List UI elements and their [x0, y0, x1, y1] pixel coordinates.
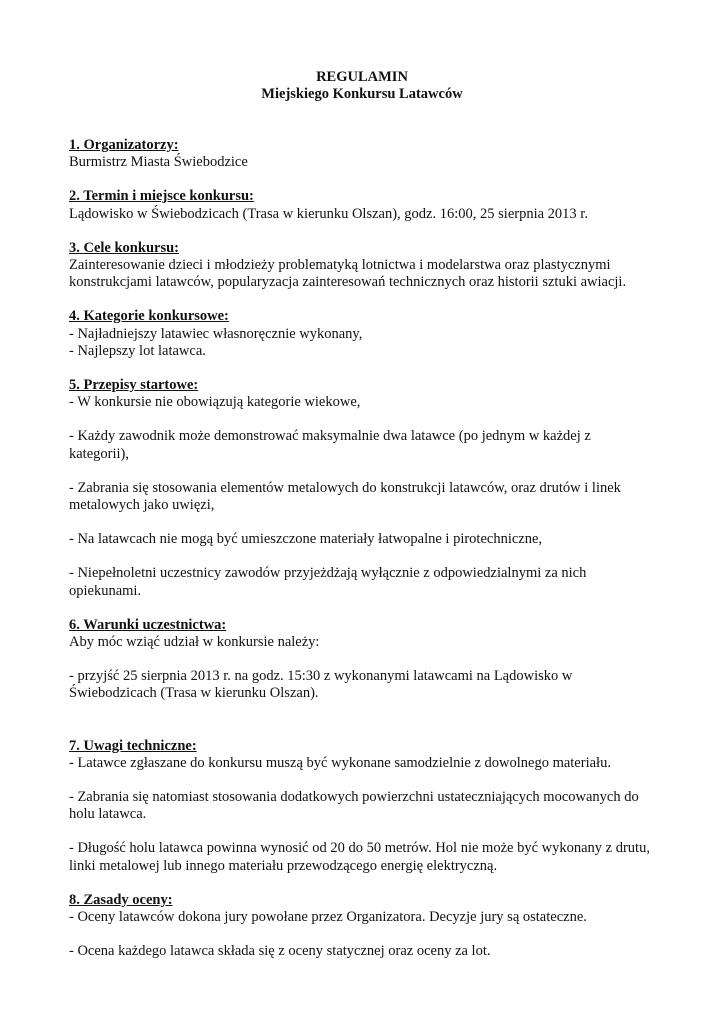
rule-item: - Na latawcach nie mogą być umieszczone materiały łatwopalne i pirotechniczne, [69, 531, 543, 548]
section-heading: 5. Przepisy startowe: [69, 377, 199, 394]
note-item-cont: linki metalowej lub innego materiału przewodzącego energię elektryczną. [69, 857, 498, 874]
rule-item-cont: metalowych jako uwięzi, [69, 497, 215, 514]
section-technical-notes [69, 738, 669, 875]
section-text: Burmistrz Miasta Świebodzice [69, 154, 248, 171]
list-item: - Najlepszy lot latawca. [69, 342, 206, 359]
section-heading: 4. Kategorie konkursowe: [69, 308, 229, 325]
section-heading: 1. Organizatorzy: [69, 137, 179, 153]
note-item: - Zabrania się natomiast stosowania dodatkowych powierzchni ustateczniających mocowanych do [69, 789, 639, 806]
section-heading: 2. Termin i miejsce konkursu: [69, 188, 254, 205]
section-text: Zainteresowanie dzieci i młodzieży problematyką lotnictwa i modelarstwa oraz plastycznymi [69, 257, 611, 274]
section-heading: 8. Zasady oceny: [69, 891, 173, 908]
rule-item-cont: kategorii), [69, 445, 129, 462]
list-item: - Najładniejszy latawiec własnoręcznie wykonany, [69, 325, 363, 342]
section-categories [69, 308, 669, 360]
title-line-2: Miejskiego Konkursu Latawców [261, 86, 463, 102]
section-date-place [69, 188, 669, 222]
rule-item: - Zabrania się stosowania elementów metalowych do konstrukcji latawców, oraz drutów i linek [69, 479, 621, 496]
section-text: konstrukcjami latawców, popularyzacja zainteresowań technicznych oraz historii sztuki awiacji. [69, 274, 627, 291]
condition-item: - przyjść 25 sierpnia 2013 r. na godz. 15:30 z wykonanymi latawcami na Lądowisko w [69, 668, 573, 685]
document-title [0, 69, 724, 103]
note-item-cont: holu latawca. [69, 806, 147, 823]
evaluation-item: - Ocena każdego latawca składa się z oceny statycznej oraz oceny za lot. [69, 943, 491, 960]
section-text: Aby móc wziąć udział w konkursie należy: [69, 634, 320, 651]
condition-item-cont: Świebodzicach (Trasa w kierunku Olszan). [69, 685, 319, 702]
section-evaluation [69, 892, 669, 961]
rule-item-cont: opiekunami. [69, 582, 142, 599]
rule-item: - Każdy zawodnik może demonstrować maksymalnie dwa latawce (po jednym w każdej z [69, 428, 591, 445]
section-heading: 6. Warunki uczestnictwa: [69, 616, 227, 633]
note-item: - Długość holu latawca powinna wynosić od 20 do 50 metrów. Hol nie może być wykonany z drutu, [69, 840, 650, 857]
document-body [69, 137, 669, 961]
section-participation [69, 617, 669, 703]
section-start-rules [69, 377, 669, 600]
rule-item: - Niepełnoletni uczestnicy zawodów przyjeżdżają wyłącznie z odpowiedzialnymi za nich [69, 565, 587, 582]
rule-item: - W konkursie nie obowiązują kategorie wiekowe, [69, 394, 361, 411]
note-item: - Latawce zgłaszane do konkursu muszą być wykonane samodzielnie z dowolnego materiału. [69, 754, 611, 771]
title-line-1: REGULAMIN [316, 69, 408, 85]
section-goals [69, 240, 669, 292]
section-organizers [69, 137, 669, 171]
evaluation-item: - Oceny latawców dokona jury powołane przez Organizatora. Decyzje jury są ostateczne. [69, 909, 587, 926]
section-heading: 7. Uwagi techniczne: [69, 737, 197, 754]
section-text: Lądowisko w Świebodzicach (Trasa w kierunku Olszan), godz. 16:00, 25 sierpnia 2013 r. [69, 205, 588, 222]
section-heading: 3. Cele konkursu: [69, 239, 179, 256]
